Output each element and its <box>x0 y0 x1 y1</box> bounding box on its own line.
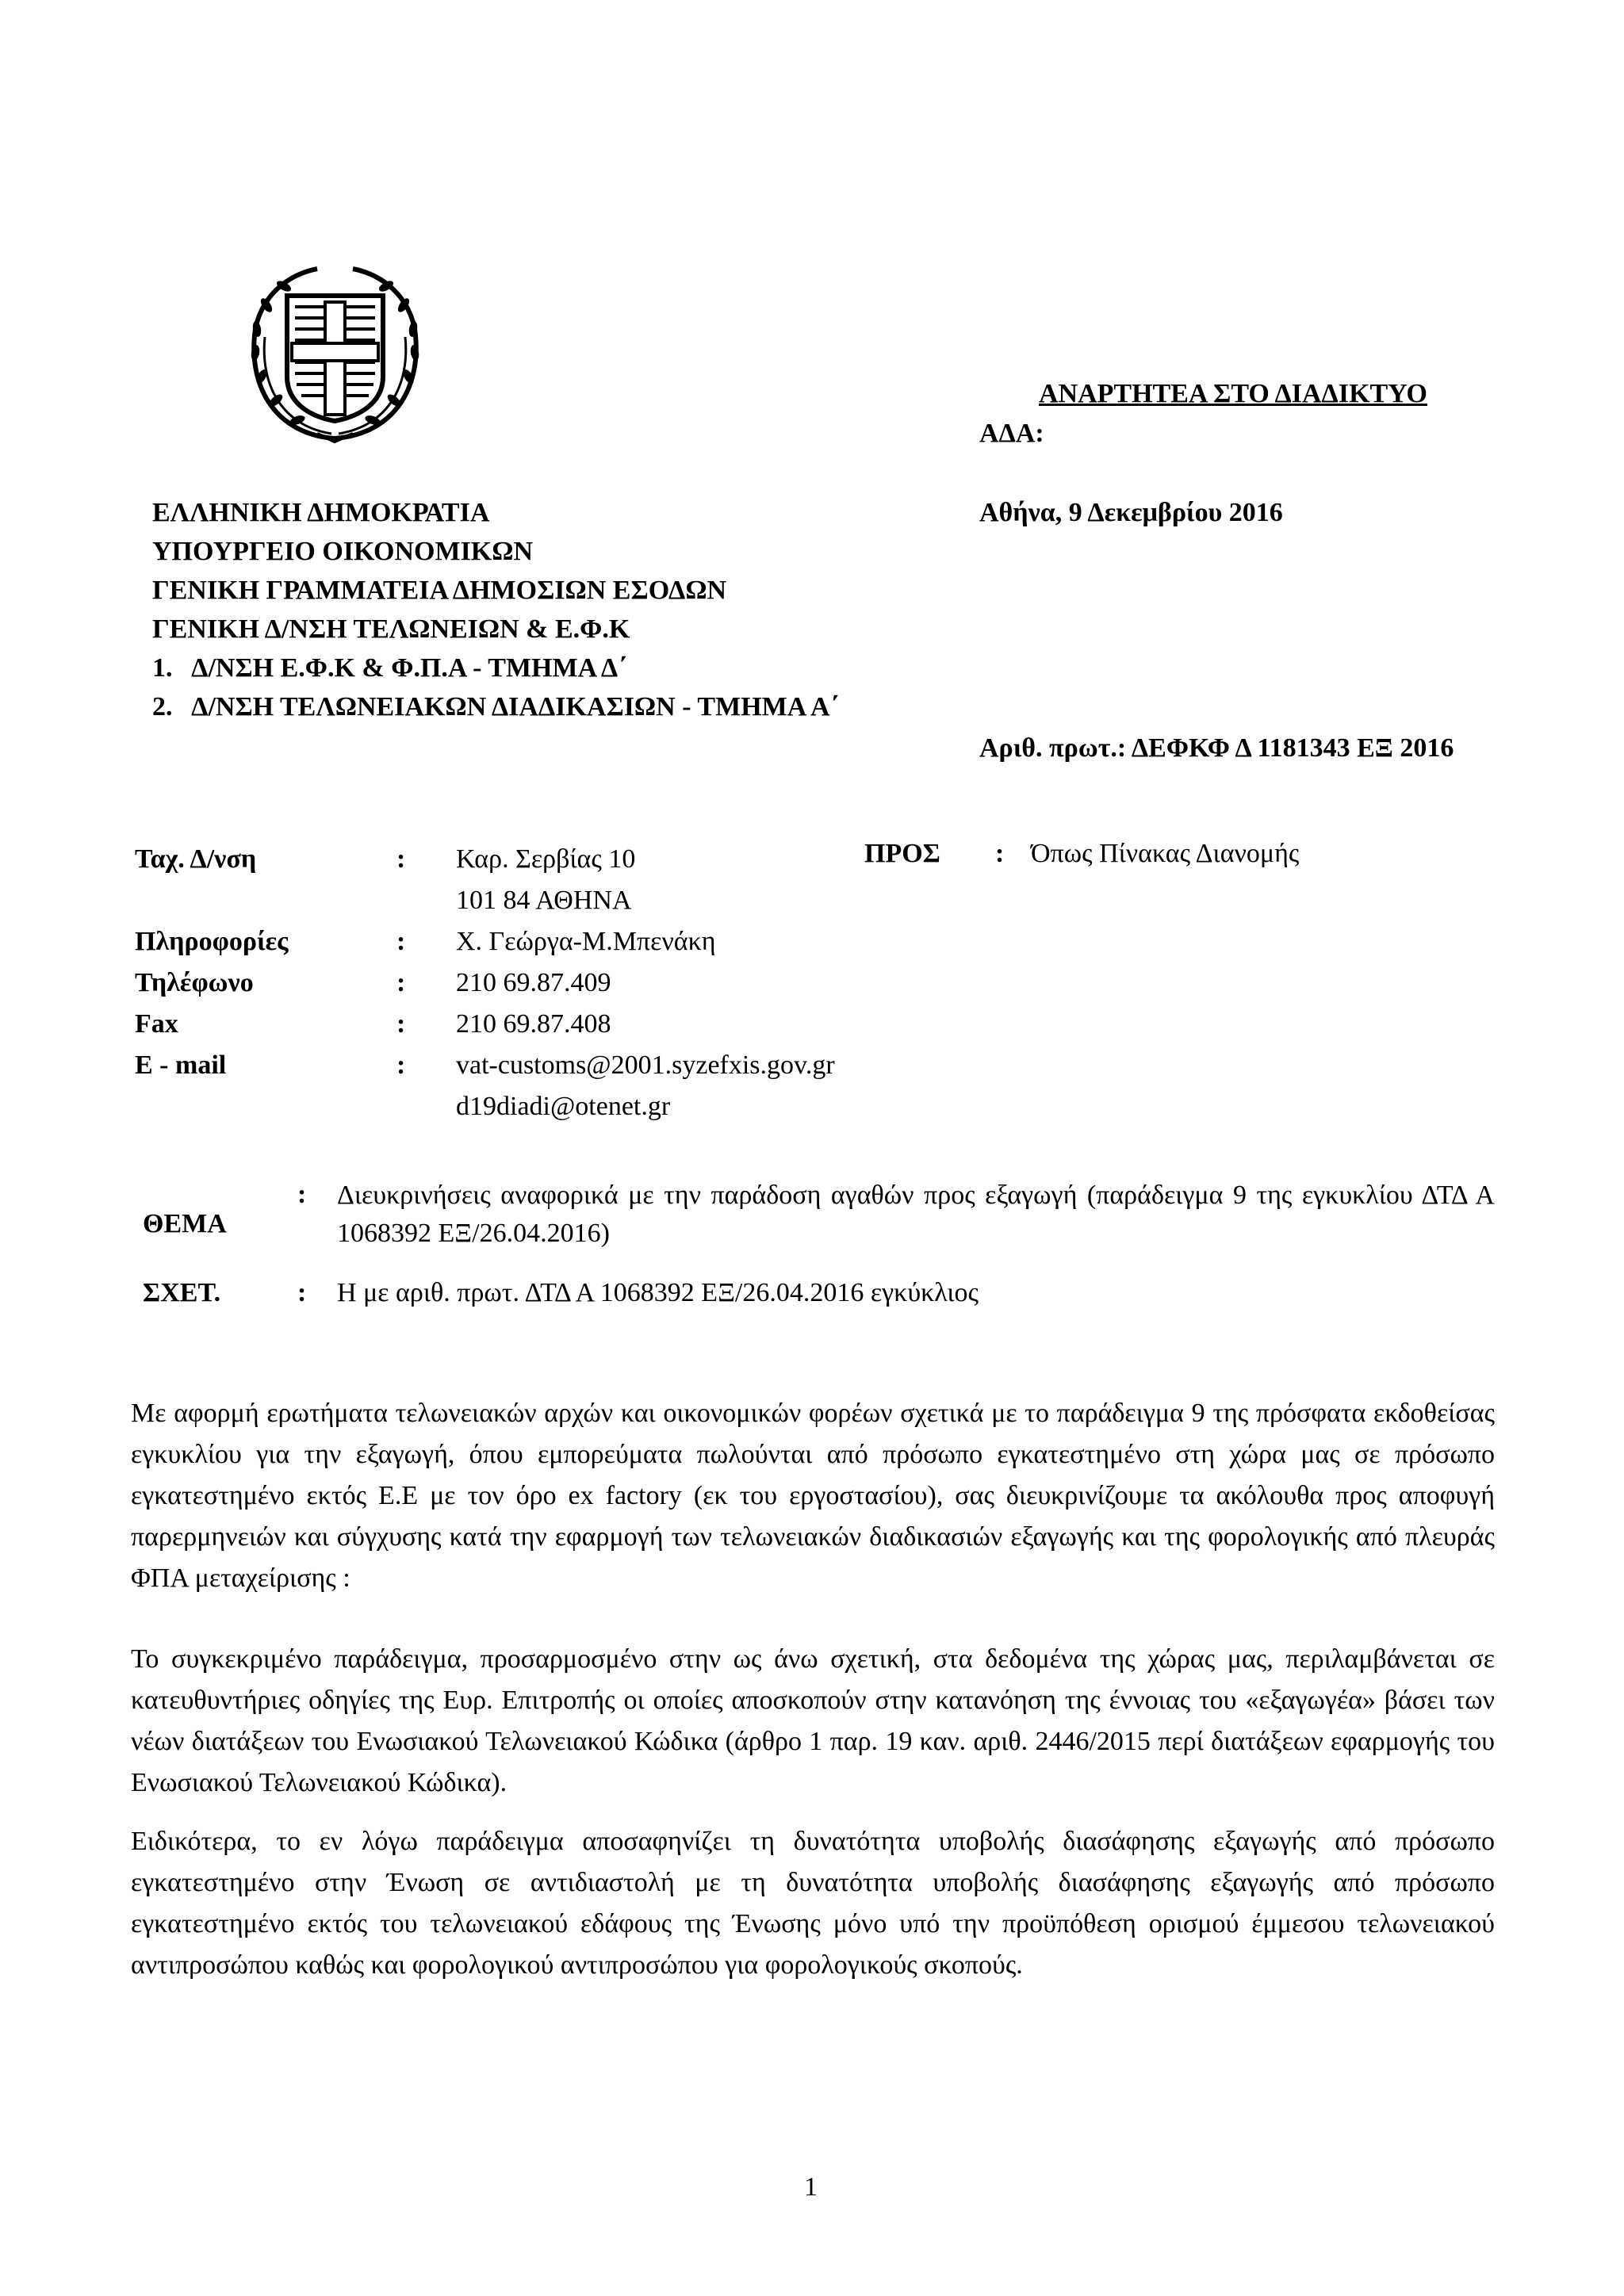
recipient-value: Όπως Πίνακας Διανομής <box>1031 839 1300 868</box>
reference-label: ΣΧΕΤ. <box>143 1278 221 1307</box>
body-paragraph: Με αφορμή ερωτήματα τελωνειακών αρχών και οικονομικών φορέων σχετικά με το παράδειγμα 9 της πρόσφατα εκδοθείσας εγκυκλίου για την εξαγωγή, όπου εμπορεύματα πωλούνται από πρόσωπο εγκατεστημένο στη χώρα μας σε πρόσωπο εγκατεστημένο εκτός Ε.Ε με τον όρο ex factory (εκ του εργοστασίου), σας διευκρινίζουμε τα ακόλουθα προς αποφυγή παρερμηνειών και σύγχυσης κατά την εφαρμογή των τελωνειακών διαδικασιών εξαγωγής και της φορολογικής από πλευράς ΦΠΑ μεταχείρισης : <box>131 1399 1495 1593</box>
org-line: ΥΠΟΥΡΓΕΙΟ ΟΙΚΟΝΟΜΙΚΩΝ <box>152 537 534 566</box>
subject-label: ΘΕΜΑ <box>143 1209 227 1238</box>
contact-label: Ταχ. Δ/νση <box>135 844 257 874</box>
recipient-colon: : <box>995 839 1005 868</box>
issuing-authority <box>152 493 839 726</box>
online-posting-notice: ΑΝΑΡΤΗΤΕΑ ΣΤΟ ΔΙΑΔΙΚΤΥΟ <box>1039 379 1427 408</box>
contact-value: Καρ. Σερβίας 10 <box>456 844 636 874</box>
contact-value: 101 84 ΑΘΗΝΑ <box>456 886 632 915</box>
document-date: Αθήνα, 9 Δεκεμβρίου 2016 <box>979 498 1283 527</box>
subject-colon: : <box>297 1180 307 1209</box>
contact-colon: : <box>396 927 406 956</box>
recipient-label: ΠΡΟΣ <box>864 839 940 868</box>
protocol-number: Αριθ. πρωτ.: ΔΕΦΚΦ Δ 1181343 ΕΞ 2016 <box>979 733 1454 763</box>
email-link[interactable]: vat-customs@2001.syzefxis.gov.gr <box>456 1050 835 1080</box>
contact-value: Χ. Γεώργα-Μ.Μπενάκη <box>456 927 716 956</box>
org-line: ΓΕΝΙΚΗ Δ/ΝΣΗ ΤΕΛΩΝΕΙΩΝ & Ε.Φ.Κ <box>152 614 630 644</box>
contact-colon: : <box>396 968 406 997</box>
org-line: ΕΛΛΗΝΙΚΗ ΔΗΜΟΚΡΑΤΙΑ <box>152 498 490 527</box>
ada-label: ΑΔΑ: <box>979 419 1044 448</box>
contact-label: Fax <box>135 1009 178 1039</box>
org-line: ΓΕΝΙΚΗ ΓΡΑΜΜΑΤΕΙΑ ΔΗΜΟΣΙΩΝ ΕΣΟΔΩΝ <box>152 576 727 605</box>
email-link[interactable]: d19diadi@otenet.gr <box>456 1092 671 1121</box>
body-paragraph: Ειδικότερα, το εν λόγω παράδειγμα αποσαφηνίζει τη δυνατότητα υποβολής διασάφησης εξαγωγής από πρόσωπο εγκατεστημένο στην Ένωση σε αντιδιαστολή με τη δυνατότητα υποβολής διασάφησης εξαγωγής από πρόσωπο εγκατεστημένο εκτός του τελωνειακού εδάφους της Ένωσης μόνο υπό την προϋπόθεση ορισμού έμμεσου τελωνειακού αντιπροσώπου καθώς και φορολογικού αντιπροσώπου για φορολογικούς σκοπούς. <box>131 1827 1495 1980</box>
contact-value: 210 69.87.408 <box>456 1009 611 1039</box>
reference-colon: : <box>297 1278 307 1307</box>
org-line: 1. Δ/ΝΣΗ Ε.Φ.Κ & Φ.Π.Α - ΤΜΗΜΑ Δ΄ <box>152 653 627 683</box>
coat-of-arms-icon <box>238 258 432 452</box>
contact-value: 210 69.87.409 <box>456 968 611 997</box>
contact-colon: : <box>396 1050 406 1080</box>
contact-label: E - mail <box>135 1050 227 1080</box>
contact-label: Τηλέφωνο <box>135 968 254 997</box>
reference-text: Η με αριθ. πρωτ. ΔΤΔ Α 1068392 ΕΞ/26.04.2016 εγκύκλιος <box>337 1278 979 1307</box>
contact-colon: : <box>396 1009 406 1039</box>
contact-colon: : <box>396 844 406 874</box>
page-number: 1 <box>804 2172 818 2202</box>
subject-text: Διευκρινήσεις αναφορικά με την παράδοση αγαθών προς εξαγωγή (παράδειγμα 9 της εγκυκλίου ΔΤΔ Α 1068392 ΕΞ/26.04.2016) <box>337 1181 1495 1248</box>
org-line: 2. Δ/ΝΣΗ ΤΕΛΩΝΕΙΑΚΩΝ ΔΙΑΔΙΚΑΣΙΩΝ - ΤΜΗΜΑ Α΄ <box>152 692 839 721</box>
contact-label: Πληροφορίες <box>135 927 289 956</box>
body-paragraph: Το συγκεκριμένο παράδειγμα, προσαρμοσμένο στην ως άνω σχετική, στα δεδομένα της χώρας μας, περιλαμβάνεται σε κατευθυντήριες οδηγίες της Ευρ. Επιτροπής οι οποίες αποσκοπούν στην κατανόηση της έννοιας του «εξαγωγέα» βάσει των νέων διατάξεων του Ενωσιακού Τελωνειακού Κώδικα (άρθρο 1 παρ. 19 καν. αριθ. 2446/2015 περί διατάξεων εφαρμογής του Ενωσιακού Τελωνειακού Κώδικα). <box>131 1644 1495 1797</box>
